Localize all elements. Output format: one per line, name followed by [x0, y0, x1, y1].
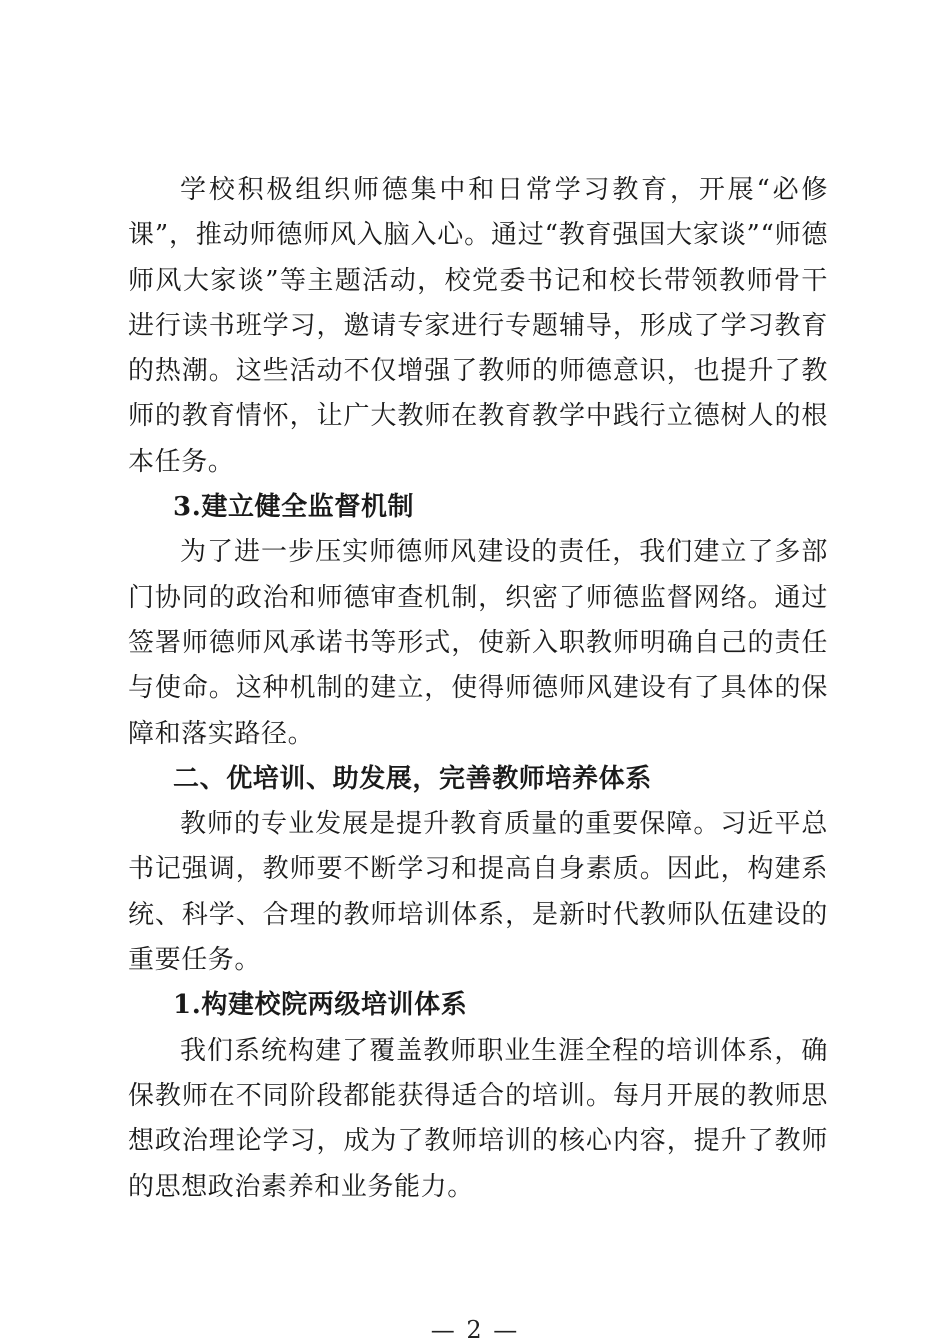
paragraph-supervision: 为了进一步压实师德师风建设的责任，我们建立了多部门协同的政治和师德审查机制，织密了师德监督网络。通过签署师德师风承诺书等形式，使新入职教师明确自己的责任与使命。这种机制的建立，使得师德师风建设有了具体的保障和落实路径。 — [128, 537, 828, 749]
paragraph-ethics-study: 学校积极组织师德集中和日常学习教育，开展“必修课”，推动师德师风入脑入心。通过“教育强国大家谈”“师德师风大家谈”等主题活动，校党委书记和校长带领教师骨干进行读书班学习，邀请专家进行专题辅导，形成了学习教育的热潮。这些活动不仅增强了教师的师德意识，也提升了教师的教育情怀，让广大教师在教育教学中践行立德树人的根本任务。 — [128, 175, 828, 477]
section-heading-training: 二、优培训、助发展，完善教师培养体系 — [173, 763, 652, 794]
paragraph-training-system: 我们系统构建了覆盖教师职业生涯全程的培训体系，确保教师在不同阶段都能获得适合的培训。每月开展的教师思想政治理论学习，成为了教师培训的核心内容，提升了教师的思想政治素养和业务能力。 — [128, 1035, 828, 1202]
subheading-two-level-training: 1.构建校院两级培训体系 — [173, 990, 468, 1021]
paragraph-professional-development: 教师的专业发展是提升教育质量的重要保障。习近平总书记强调，教师要不断学习和提高自身素质。因此，构建系统、科学、合理的教师培训体系，是新时代教师队伍建设的重要任务。 — [128, 809, 828, 976]
document-body — [128, 168, 828, 1210]
page-number: — 2 — — [430, 1316, 520, 1344]
subheading-supervision-mechanism: 3.建立健全监督机制 — [173, 492, 415, 523]
